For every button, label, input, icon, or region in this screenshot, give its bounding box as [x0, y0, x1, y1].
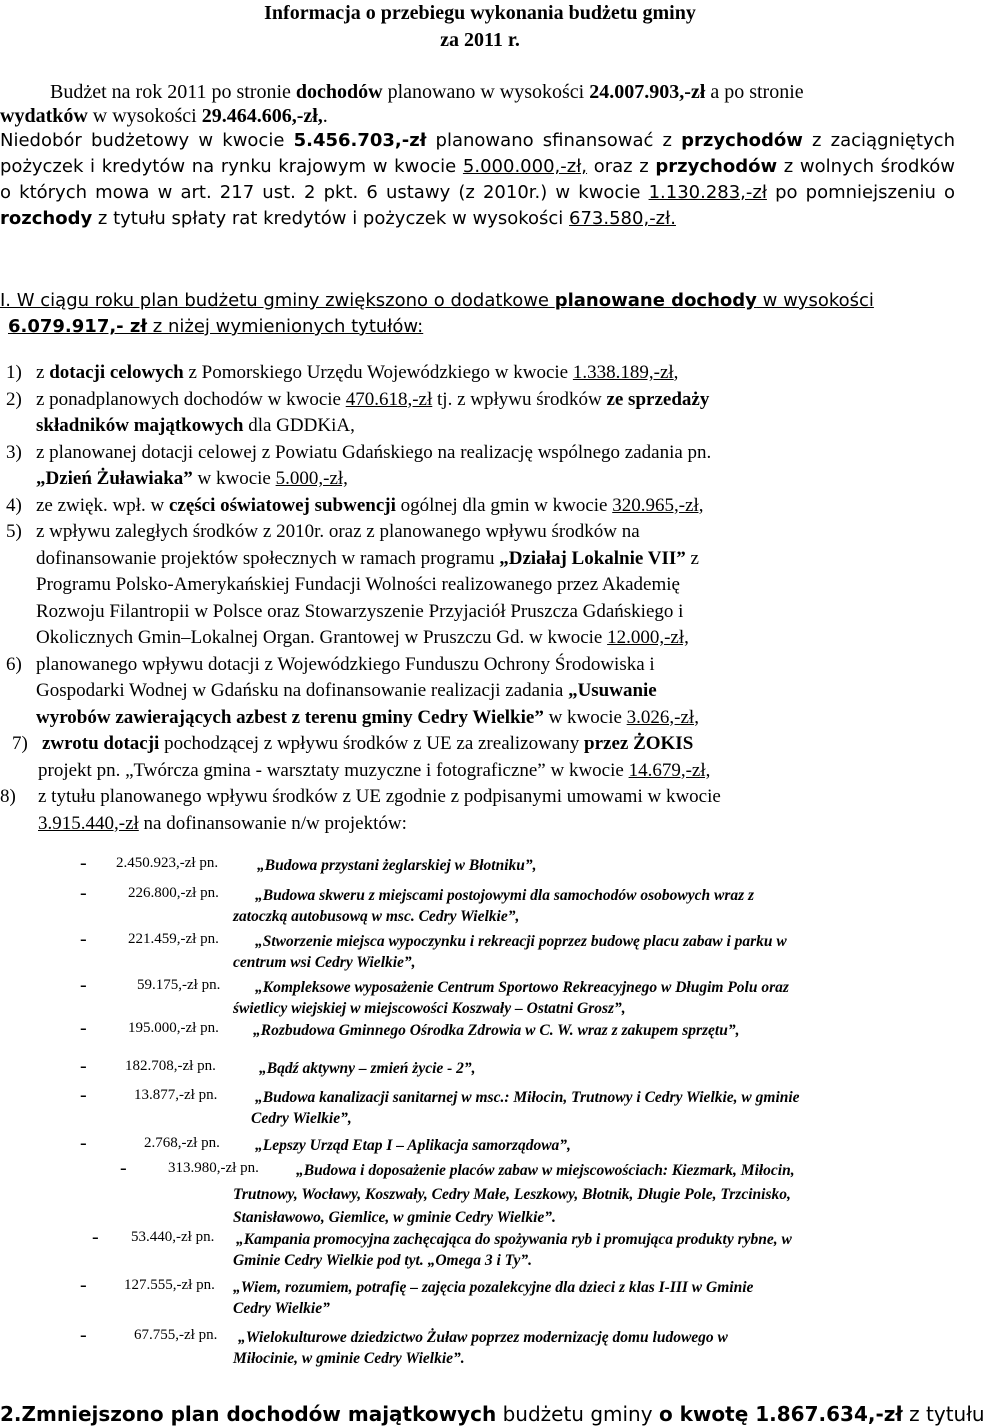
project-title-cont: Cedry Wielkie” [233, 1300, 330, 1317]
amount-income: 24.007.903,-zł [589, 81, 706, 103]
text-span: w kwocie [192, 468, 276, 489]
list-item [0, 493, 960, 520]
text-span: z ponadplanowych dochodów w kwocie [36, 388, 346, 410]
text-span: z Pomorskiego Urzędu Wojewódzkiego w kwocie [183, 362, 573, 383]
text-span: ogólnej dla gmin w kwocie [395, 494, 613, 516]
project-title-cont: Cedry Wielkie”, [251, 1110, 352, 1127]
text-line: z planowanej dotacji celowej z Powiatu Gdańskiego na realizację wspólnego zadania pn. [36, 441, 712, 463]
text-span: z [685, 547, 699, 569]
project-title: „Budowa kanalizacji sanitarnej w msc.: Miłocin, Trutnowy i Cedry Wielkie, w gminie [255, 1089, 800, 1106]
section-1-heading [0, 288, 955, 340]
project-title: „Budowa skweru z miejscami postojowymi dla samochodów osobowych wraz z [255, 887, 755, 904]
text-line: planowanego wpływu dotacji z Wojewódzkiego Funduszu Ochrony Środowiska i [36, 653, 655, 675]
text-bold: dochodów [295, 81, 383, 103]
list-dash: - [80, 1055, 87, 1077]
list-dash: - [80, 974, 87, 996]
text-bold: zwrotu dotacji [42, 733, 160, 754]
text-bold: części oświatowej subwencji [168, 494, 396, 516]
project-amount: 59.175,-zł pn. [137, 977, 221, 993]
project-title-cont: centrum wsi Cedry Wielkie”, [233, 954, 416, 971]
section-1-line1 [0, 288, 955, 314]
text-bold: przychodów [681, 130, 803, 151]
project-title: „Kompleksowe wyposażenie Centrum Sportowo Rekreacyjnego w Długim Polu oraz [255, 979, 789, 996]
amount-underlined: 5.000.000,-zł, [462, 156, 588, 177]
text-span: z [36, 362, 50, 383]
section-2-heading [0, 1401, 985, 1427]
deficit-paragraph [0, 128, 955, 232]
text-bold: „Działaj Lokalnie VII” [499, 547, 686, 569]
text-span: a po stronie [705, 81, 804, 103]
project-title: „Lepszy Urząd Etap I – Aplikacja samorządowa”, [255, 1137, 571, 1154]
text-bold: „Usuwanie [568, 680, 657, 701]
budget-sentence-2 [0, 104, 955, 128]
project-title: „Stworzenie miejsca wypoczynku i rekreacji poprzez budowę placu zabaw i parku w [255, 933, 787, 950]
amount-bold: o kwotę 1.867.634,-zł [658, 1402, 903, 1426]
list-item [0, 440, 960, 493]
text-span: I. W ciągu roku plan budżetu gminy zwiększono o dodatkowe [0, 290, 555, 311]
project-title-cont: Stanisławowo, Giemlice, w gminie Cedry Wielkie”. [233, 1209, 556, 1226]
income-items-list [0, 360, 960, 837]
text-span: w wysokości [87, 105, 202, 127]
project-amount: 226.800,-zł pn. [128, 885, 219, 901]
text-span: z tytułu [902, 1402, 985, 1426]
list-dash: - [80, 1324, 87, 1346]
project-title: „Rozbudowa Gminnego Ośrodka Zdrowia w C. W. wraz z zakupem sprzętu”, [253, 1022, 740, 1039]
text-bold: dotacji celowych [49, 362, 184, 383]
text-span: z zaciągniętych pożyczek i kredytów na rynku krajowym w kwocie [0, 130, 955, 177]
text-bold: przez ŻOKIS [584, 733, 694, 754]
text-span: . [322, 105, 328, 127]
project-amount: 127.555,-zł pn. [124, 1277, 215, 1293]
project-title: „Wiem, rozumiem, potrafię – zajęcia pozalekcyjne dla dzieci z klas I-III w Gminie [233, 1279, 754, 1296]
item-number: 3) [6, 441, 22, 463]
project-amount: 221.459,-zł pn. [128, 931, 219, 947]
project-amount: 13.877,-zł pn. [134, 1087, 218, 1103]
text-span: Niedobór budżetowy w kwocie [0, 130, 294, 151]
project-title-cont: zatoczką autobusową w msc. Cedry Wielkie”, [233, 908, 520, 925]
text-bold: planowane dochody [554, 290, 757, 311]
project-amount: 67.755,-zł pn. [134, 1327, 218, 1343]
list-dash: - [80, 1017, 87, 1039]
list-item [0, 652, 960, 732]
text-span: Okolicznych Gmin–Lokalnej Organ. Grantowej w Pruszczu Gd. w kwocie [36, 627, 608, 648]
project-title-cont: Trutnowy, Wocławy, Koszwały, Cedry Małe, Leszkowy, Błotnik, Długie Pole, Trzcinisko, [233, 1186, 791, 1203]
list-dash: - [80, 852, 87, 874]
text-span: ze zwięk. wpł. w [36, 494, 169, 516]
project-title: „Wielokulturowe dziedzictwo Żuław poprzez modernizację domu ludowego w [238, 1329, 728, 1346]
amount-deficit: 5.456.703,-zł [293, 130, 427, 151]
text-bold: wyrobów zawierających azbest z terenu gminy Cedry Wielkie” [36, 706, 544, 728]
text-span: po pomniejszeniu o [766, 182, 956, 203]
text-span: oraz z [587, 156, 656, 177]
list-dash: - [92, 1226, 99, 1248]
amount-expenses: 29.464.606,-zł, [201, 105, 323, 127]
project-amount: 182.708,-zł pn. [125, 1058, 216, 1074]
amount-underlined: 14.679,-zł, [628, 759, 711, 781]
list-item [0, 731, 960, 784]
text-line: z wpływu zaległych środków z 2010r. oraz z planowanego wpływu środków na [36, 521, 640, 542]
amount-underlined: 1.130.283,-zł [648, 182, 767, 203]
project-title: „Bądź aktywny – zmień życie - 2”, [259, 1060, 476, 1077]
project-amount: 2.768,-zł pn. [144, 1135, 220, 1151]
text-bold: składników majątkowych [36, 415, 244, 436]
text-span: w kwocie [543, 706, 627, 728]
text-span: Gospodarki Wodnej w Gdańsku na dofinansowanie realizacji zadania [36, 680, 569, 701]
project-amount: 53.440,-zł pn. [131, 1229, 215, 1245]
text-bold: 2.Zmniejszono plan dochodów majątkowych [0, 1402, 497, 1426]
project-title-cont: Gminie Cedry Wielkie pod tyt. „Omega 3 i Ty”. [233, 1252, 533, 1269]
amount-underlined: 1.338.189,-zł [572, 362, 674, 383]
amount-underlined: 5.000,-zł, [275, 468, 348, 489]
amount-bold: 6.079.917,- zł [8, 316, 148, 337]
list-item [0, 360, 960, 387]
amount-underlined: 673.580,-zł. [569, 208, 676, 229]
list-dash: - [80, 928, 87, 950]
project-title: „Kampania promocyjna zachęcająca do spożywania ryb i promująca produkty rybne, w [236, 1231, 792, 1248]
list-dash: - [80, 1132, 87, 1154]
list-item [0, 519, 960, 652]
amount-underlined: 3.915.440,-zł [38, 812, 139, 834]
section-1-line2 [0, 314, 955, 340]
item-number: 4) [6, 494, 22, 516]
list-dash: - [80, 1084, 87, 1106]
text-span: dofinansowanie projektów społecznych w ramach programu [36, 547, 500, 569]
text-span: dla GDDKiA, [243, 415, 355, 436]
text-span: pochodzącej z wpływu środków z UE za zrealizowany [159, 733, 585, 754]
list-item [0, 784, 960, 837]
text-bold: wydatków [0, 105, 88, 127]
intro-paragraphs [0, 80, 955, 232]
text-bold: „Dzień Żuławiaka” [36, 468, 193, 489]
text-span: Budżet na rok 2011 po stronie [50, 81, 296, 103]
item-number: 2) [6, 388, 22, 410]
project-title: „Budowa i doposażenie placów zabaw w miejscowościach: Kiezmark, Miłocin, [296, 1162, 795, 1179]
item-number: 6) [6, 653, 22, 675]
text-span: z tytułu spłaty rat kredytów i pożyczek w wysokości [92, 208, 570, 229]
document-title-line1: Informacja o przebiegu wykonania budżetu gminy [264, 2, 696, 24]
amount-underlined: 320.965,-zł, [612, 494, 704, 516]
text-line: Programu Polsko-Amerykańskiej Fundacji Wolności realizowanego przez Akademię [36, 574, 680, 595]
item-number: 1) [6, 362, 22, 383]
text-span: planowano sfinansować z [426, 130, 682, 151]
text-span: projekt pn. „Twórcza gmina - warsztaty muzyczne i fotograficzne” w kwocie [38, 759, 629, 781]
project-title-cont: świetlicy wiejskiej w miejscowości Koszwały – Ostatni Grosz”, [233, 1000, 626, 1017]
document-title-line2: za 2011 r. [440, 29, 520, 51]
text-span: , [673, 362, 679, 383]
text-span: w wysokości [756, 290, 874, 311]
text-bold: rozchody [0, 208, 93, 229]
list-item [0, 387, 960, 440]
text-span: planowano w wysokości [382, 81, 590, 103]
project-amount: 2.450.923,-zł pn. [116, 855, 219, 871]
list-dash: - [80, 882, 87, 904]
item-number: 8) [0, 786, 16, 807]
budget-sentence-1 [0, 80, 955, 104]
text-bold: przychodów [655, 156, 778, 177]
list-dash: - [80, 1274, 87, 1296]
item-number: 5) [6, 521, 22, 542]
amount-underlined: 3.026,-zł, [626, 706, 699, 728]
text-line: z tytułu planowanego wpływu środków z UE zgodnie z podpisanymi umowami w kwocie [38, 786, 721, 807]
project-amount: 195.000,-zł pn. [128, 1020, 219, 1036]
text-span: tj. z wpływu środków [432, 388, 607, 410]
list-dash: - [120, 1157, 127, 1179]
text-span: z wolnych środków o których mowa w art. 217 ust. 2 pkt. 6 ustawy (z 2010r.) w kwocie [0, 156, 956, 203]
project-amount: 313.980,-zł pn. [168, 1160, 259, 1176]
project-title: „Budowa przystani żeglarskiej w Błotniku”, [257, 857, 537, 874]
amount-underlined: 470.618,-zł [345, 388, 433, 410]
text-span: budżetu gminy [496, 1402, 659, 1426]
amount-underlined: 12.000,-zł, [607, 627, 689, 648]
item-number: 7) [12, 733, 28, 754]
project-title-cont: Miłocinie, w gminie Cedry Wielkie”. [233, 1350, 465, 1367]
text-line: Rozwoju Filantropii w Polsce oraz Stowarzyszenie Przyjaciół Pruszcza Gdańskiego i [36, 600, 684, 622]
text-span: z niżej wymienionych tytułów: [147, 316, 424, 337]
text-span: na dofinansowanie n/w projektów: [138, 812, 407, 834]
text-bold: ze sprzedaży [606, 388, 710, 410]
